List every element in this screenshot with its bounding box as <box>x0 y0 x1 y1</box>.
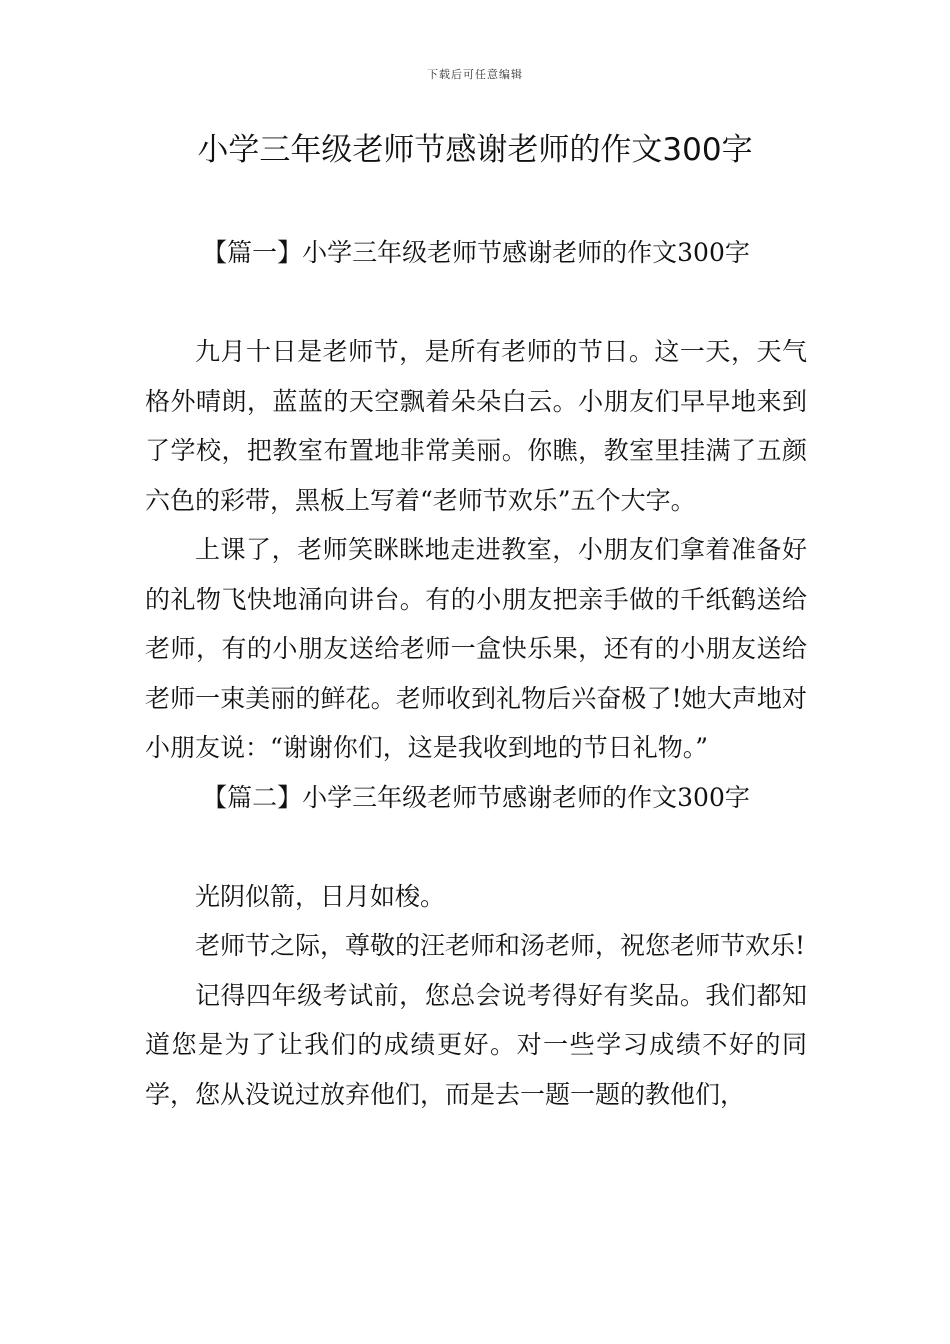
paragraph: 九月十日是老师节，是所有老师的节日。这一天，天气格外晴朗，蓝蓝的天空飘着朵朵白云。小朋友们早早地来到了学校，把教室布置地非常美丽。你瞧，教室里挂满了五颜六色的彩带，黑板上写着“老师节欢乐”五个大字。 <box>145 337 807 515</box>
paragraph: 记得四年级考试前，您总会说考得好有奖品。我们都知道您是为了让我们的成绩更好。对一些学习成绩不好的同学，您从没说过放弃他们，而是去一题一题的教他们， <box>145 980 807 1109</box>
paragraph: 光阴似箭，日月如梭。 <box>195 881 446 911</box>
paragraph: 上课了，老师笑眯眯地走进教室，小朋友们拿着准备好的礼物飞快地涌向讲台。有的小朋友把亲手做的千纸鹤送给老师，有的小朋友送给老师一盒快乐果，还有的小朋友送给老师一束美丽的鲜花。老师收到礼物后兴奋极了!她大声地对小朋友说：“谢谢你们，这是我收到地的节日礼物。” <box>145 535 807 762</box>
blank-line <box>145 822 807 872</box>
section-heading-1: 【篇一】小学三年级老师节感谢老师的作文300字 <box>202 238 750 267</box>
document-title: 小学三年级老师节感谢老师的作文300字 <box>197 132 753 168</box>
document-body <box>145 228 807 1119</box>
section-heading-2: 【篇二】小学三年级老师节感谢老师的作文300字 <box>202 782 750 812</box>
header-note: 下载后可任意编辑 <box>427 68 523 81</box>
paragraph: 老师节之际，尊敬的汪老师和汤老师，祝您老师节欢乐! <box>195 931 806 960</box>
blank-line <box>145 278 807 328</box>
